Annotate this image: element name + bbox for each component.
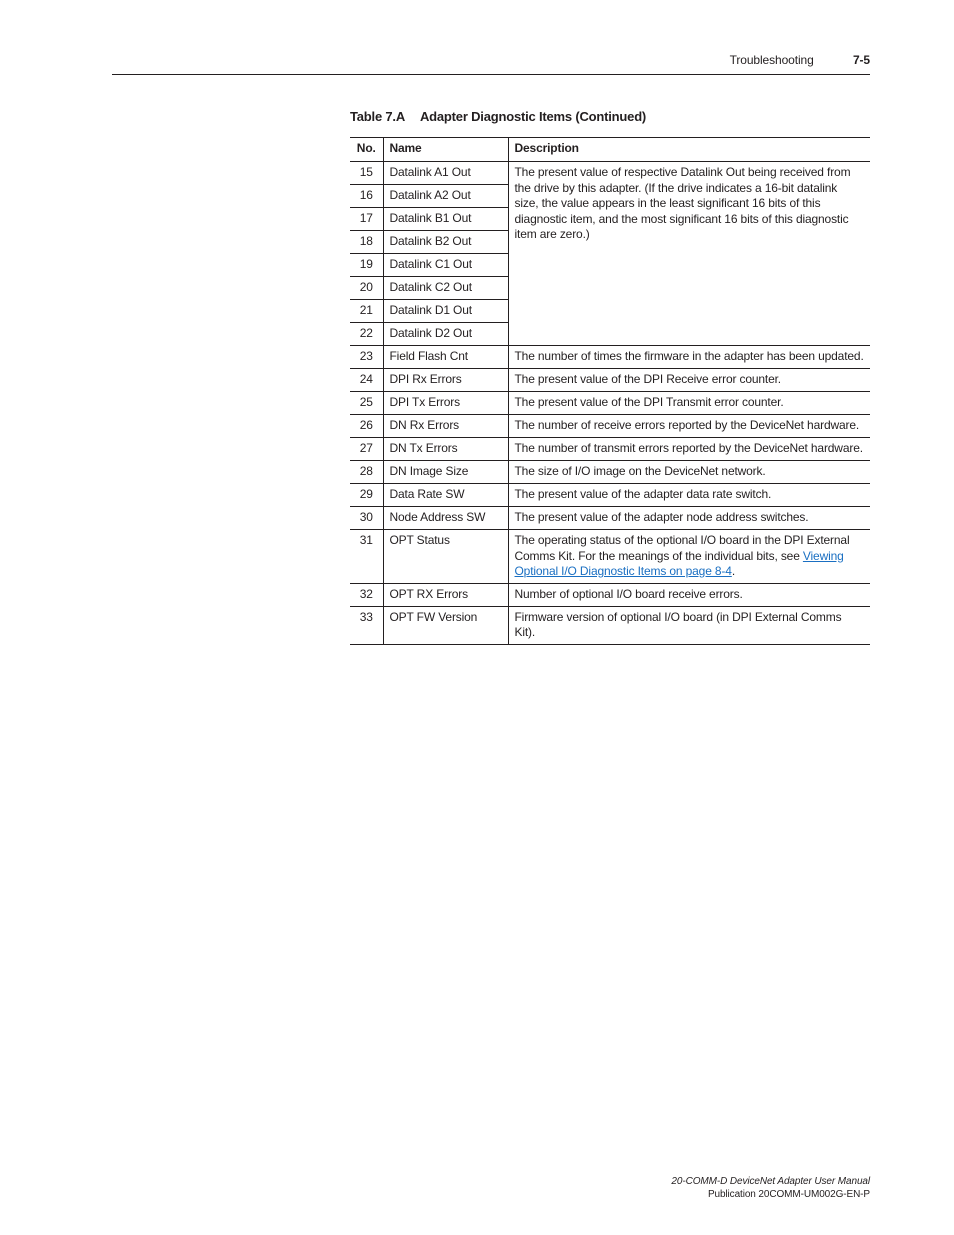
row-no: 29 [350, 484, 383, 507]
viewing-optional-io-diagnostic-items-link[interactable]: Viewing Optional I/O Diagnostic Items on page 8-4 [514, 548, 844, 578]
table-caption [350, 109, 646, 124]
row-name: DPI Rx Errors [383, 369, 508, 392]
table-caption-title: Adapter Diagnostic Items (Continued) [419, 109, 647, 124]
row-name: Datalink D1 Out [383, 300, 508, 323]
row-description: The present value of the adapter node address switches. [508, 507, 870, 530]
row-name: OPT FW Version [383, 606, 508, 644]
row-name: Field Flash Cnt [383, 346, 508, 369]
header-divider [112, 74, 870, 75]
row-no: 31 [350, 530, 383, 584]
row-no: 15 [350, 162, 383, 185]
table-row [350, 162, 870, 185]
row-name: Data Rate SW [383, 484, 508, 507]
page-number: 7-5 [852, 53, 870, 67]
row-no: 18 [350, 231, 383, 254]
row-description: The size of I/O image on the DeviceNet network. [508, 461, 870, 484]
row-no: 27 [350, 438, 383, 461]
row-name: DN Image Size [383, 461, 508, 484]
row-no: 19 [350, 254, 383, 277]
row-no: 21 [350, 300, 383, 323]
row-name: Datalink D2 Out [383, 323, 508, 346]
table-header-row [350, 138, 870, 162]
table-row [350, 530, 870, 584]
row-no: 17 [350, 208, 383, 231]
row-no: 22 [350, 323, 383, 346]
row-name: Datalink A2 Out [383, 185, 508, 208]
opt-status-description-prefix: The operating status of the optional I/O board in the DPI External Comms Kit. For the meanings of the individual bits, see [514, 533, 850, 563]
row-description [508, 530, 870, 584]
column-header-no: No. [350, 138, 383, 162]
table-row [350, 484, 870, 507]
row-description: The number of times the firmware in the adapter has been updated. [508, 346, 870, 369]
row-no: 23 [350, 346, 383, 369]
row-no: 32 [350, 583, 383, 606]
row-name: Datalink C2 Out [383, 277, 508, 300]
row-no: 16 [350, 185, 383, 208]
row-name: OPT Status [383, 530, 508, 584]
row-name: Node Address SW [383, 507, 508, 530]
footer-publication: Publication 20COMM-UM002G-EN-P [707, 1189, 870, 1200]
page-footer [671, 1175, 870, 1201]
row-description: The number of receive errors reported by the DeviceNet hardware. [508, 415, 870, 438]
table-row [350, 369, 870, 392]
table-row [350, 415, 870, 438]
row-name: OPT RX Errors [383, 583, 508, 606]
table-row [350, 507, 870, 530]
section-title: Troubleshooting [729, 53, 814, 67]
row-no: 30 [350, 507, 383, 530]
row-name: Datalink C1 Out [383, 254, 508, 277]
table-row [350, 583, 870, 606]
row-no: 33 [350, 606, 383, 644]
row-name: DN Rx Errors [383, 415, 508, 438]
row-description: The present value of the DPI Receive error counter. [508, 369, 870, 392]
opt-status-description-suffix: . [731, 564, 735, 578]
table-row [350, 438, 870, 461]
column-header-name: Name [383, 138, 508, 162]
column-header-description: Description [508, 138, 870, 162]
row-name: Datalink B2 Out [383, 231, 508, 254]
row-no: 26 [350, 415, 383, 438]
row-description: Firmware version of optional I/O board (in DPI External Comms Kit). [508, 606, 870, 644]
table-row [350, 606, 870, 644]
table-row [350, 461, 870, 484]
row-name: DPI Tx Errors [383, 392, 508, 415]
row-no: 24 [350, 369, 383, 392]
row-name: Datalink B1 Out [383, 208, 508, 231]
diagnostic-items-table [350, 137, 870, 645]
datalink-group-description: The present value of respective Datalink Out being received from the drive by this adapter. (If the drive indicates a 16-bit datalink size, the value appears in the least significant 16 bits of this diagnostic item, and the most significant 16 bits of this diagnostic item are zero.) [508, 162, 870, 346]
row-name: Datalink A1 Out [383, 162, 508, 185]
row-description: The present value of the DPI Transmit error counter. [508, 392, 870, 415]
row-description: Number of optional I/O board receive errors. [508, 583, 870, 606]
row-description: The present value of the adapter data rate switch. [508, 484, 870, 507]
row-description: The number of transmit errors reported by the DeviceNet hardware. [508, 438, 870, 461]
row-no: 20 [350, 277, 383, 300]
running-header [730, 53, 870, 67]
table-caption-label: Table 7.A [350, 109, 406, 124]
row-no: 28 [350, 461, 383, 484]
row-name: DN Tx Errors [383, 438, 508, 461]
row-no: 25 [350, 392, 383, 415]
table-row [350, 392, 870, 415]
footer-manual-title: 20-COMM-D DeviceNet Adapter User Manual [671, 1176, 870, 1187]
table-row [350, 346, 870, 369]
